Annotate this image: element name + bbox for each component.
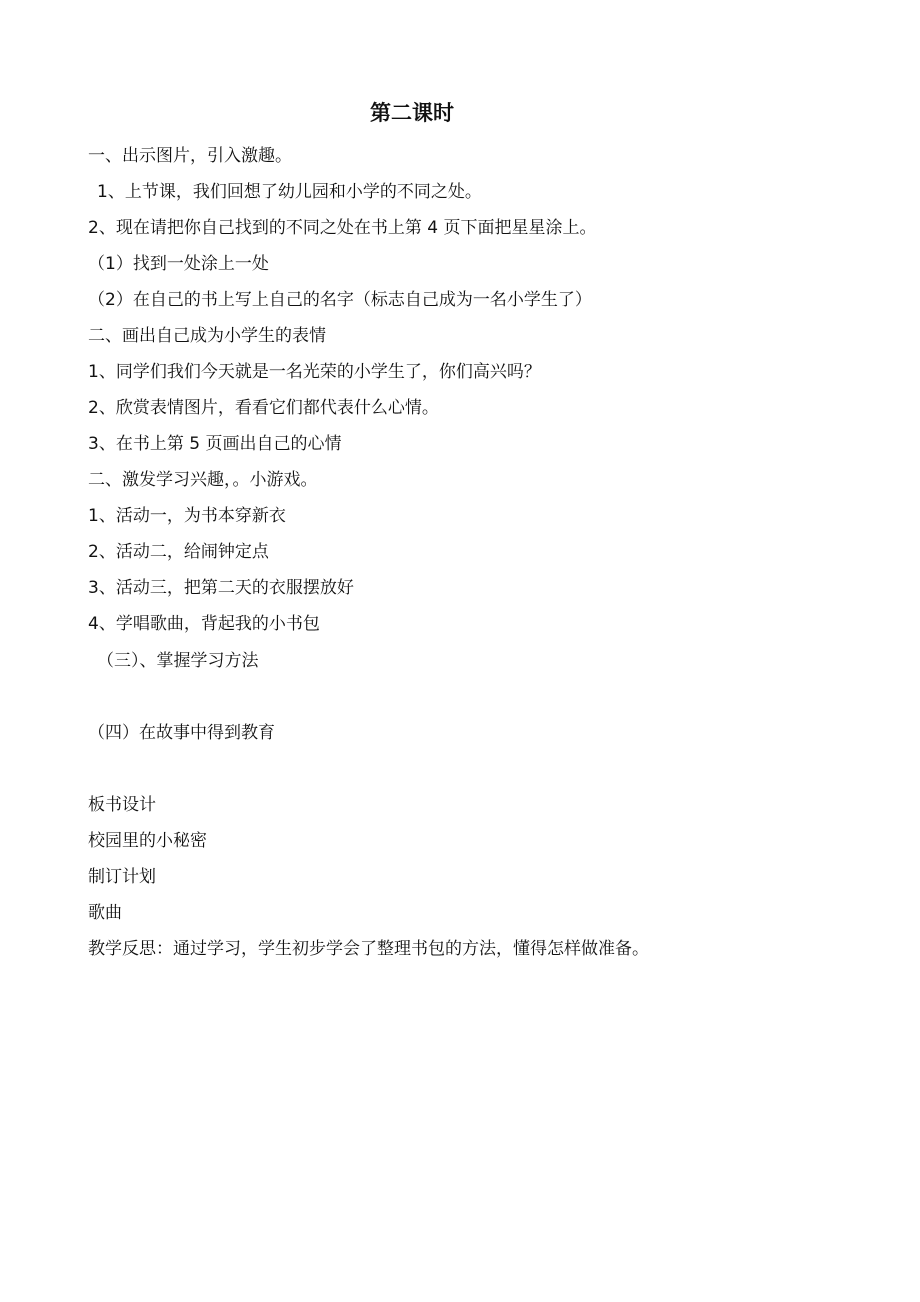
section-heading-4: （三）、掌握学习方法 <box>97 651 259 671</box>
sub-item: （1）找到一处涂上一处 <box>88 254 269 274</box>
sub-item: （2）在自己的书上写上自己的名字（标志自己成为一名小学生了） <box>88 290 592 310</box>
board-design-heading: 板书设计 <box>88 795 156 815</box>
section-heading-3: 二、激发学习兴趣，。小游戏。 <box>88 470 318 490</box>
section-heading-5: （四）在故事中得到教育 <box>88 723 275 743</box>
list-item: 1、上节课，我们回想了幼儿园和小学的不同之处。 <box>97 182 482 202</box>
board-design-item: 制订计划 <box>88 867 156 887</box>
board-design-item: 歌曲 <box>88 903 122 923</box>
board-design-item: 校园里的小秘密 <box>88 831 207 851</box>
list-item: 1、同学们我们今天就是一名光荣的小学生了，你们高兴吗？ <box>88 362 541 382</box>
list-item: 1、活动一，为书本穿新衣 <box>88 506 286 526</box>
list-item: 2、欣赏表情图片，看看它们都代表什么心情。 <box>88 398 439 418</box>
page-title: 第二课时 <box>370 101 454 125</box>
list-item: 4、学唱歌曲，背起我的小书包 <box>88 614 320 634</box>
section-heading-1: 一、出示图片，引入激趣。 <box>88 146 292 166</box>
list-item: 3、活动三，把第二天的衣服摆放好 <box>88 578 354 598</box>
section-heading-2: 二、画出自己成为小学生的表情 <box>88 326 326 346</box>
list-item: 3、在书上第 5 页画出自己的心情 <box>88 434 342 454</box>
list-item: 2、现在请把你自己找到的不同之处在书上第 4 页下面把星星涂上。 <box>88 218 597 238</box>
teaching-reflection: 教学反思：通过学习，学生初步学会了整理书包的方法，懂得怎样做准备。 <box>88 939 649 959</box>
list-item: 2、活动二，给闹钟定点 <box>88 542 269 562</box>
